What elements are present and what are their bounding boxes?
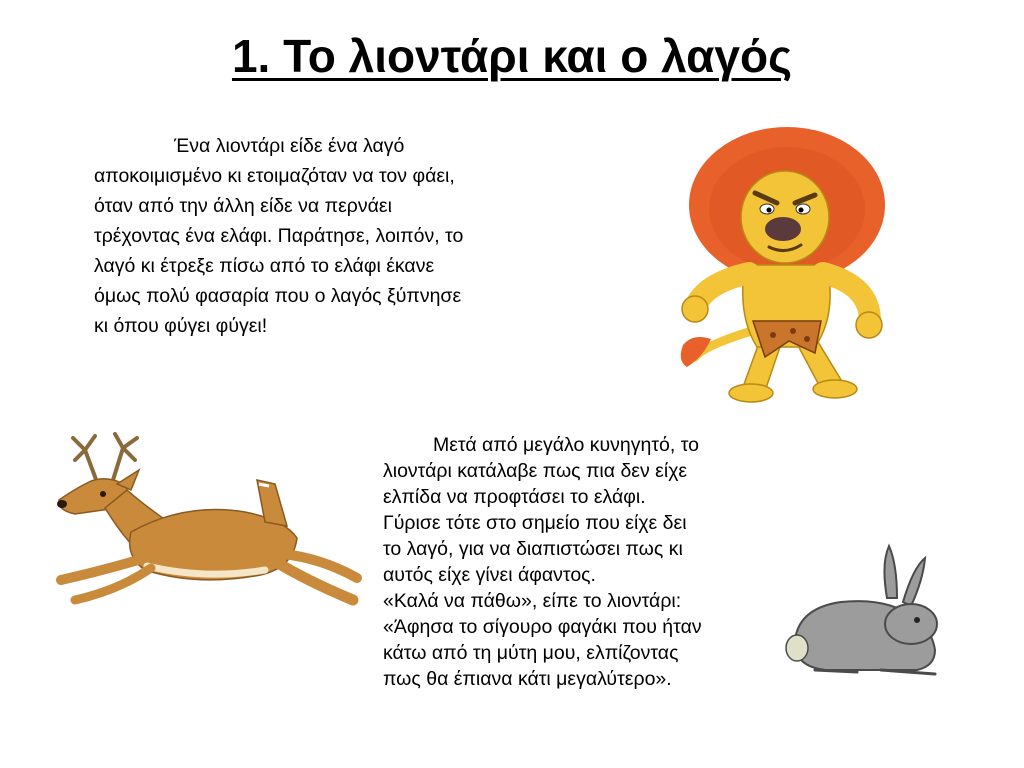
paragraph-1-line: τρέχοντας ένα ελάφι. Παράτησε, λοιπόν, το bbox=[94, 225, 464, 247]
paragraph-1-line: όταν από την άλλη είδε να περνάει bbox=[94, 195, 392, 217]
paragraph-1-line: όμως πολύ φασαρία που ο λαγός ξύπνησε bbox=[94, 285, 462, 307]
deer-icon bbox=[35, 430, 365, 630]
paragraph-2-line: πως θα έπιανα κάτι μεγαλύτερο». bbox=[383, 668, 672, 690]
paragraph-1-line: αποκοιμισμένο κι ετοιμαζόταν να τον φάει, bbox=[94, 165, 455, 187]
paragraph-1-line: λαγό κι έτρεξε πίσω από το ελάφι έκανε bbox=[94, 255, 435, 277]
paragraph-2-line: το λαγό, για να διαπιστώσει πως κι bbox=[383, 538, 683, 560]
paragraph-1-line: κι όπου φύγει φύγει! bbox=[94, 315, 268, 337]
rabbit-illustration bbox=[785, 540, 945, 685]
paragraph-2-line: αυτός είχε γίνει άφαντος. bbox=[383, 564, 596, 586]
slide-title: 1. Το λιοντάρι και ο λαγός bbox=[231, 30, 793, 82]
story-paragraph-2 bbox=[383, 432, 793, 692]
story-paragraph-1 bbox=[94, 131, 594, 341]
rabbit-icon bbox=[785, 540, 945, 685]
paragraph-2-line: «Καλά να πάθω», είπε το λιοντάρι: bbox=[383, 590, 682, 612]
lion-icon bbox=[665, 125, 890, 410]
deer-illustration bbox=[35, 430, 365, 630]
lion-illustration bbox=[665, 125, 890, 410]
paragraph-1-line: Ένα λιοντάρι είδε ένα λαγό bbox=[174, 135, 405, 157]
paragraph-2-line: «Άφησα το σίγουρο φαγάκι που ήταν bbox=[383, 616, 702, 638]
paragraph-2-line: Γύρισε τότε στο σημείο που είχε δει bbox=[383, 512, 687, 534]
paragraph-2-line: κάτω από τη μύτη μου, ελπίζοντας bbox=[383, 642, 679, 664]
paragraph-2-line: ελπίδα να προφτάσει το ελάφι. bbox=[383, 486, 646, 508]
paragraph-2-line: Μετά από μεγάλο κυνηγητό, το bbox=[433, 434, 699, 456]
paragraph-2-line: λιοντάρι κατάλαβε πως πια δεν είχε bbox=[383, 460, 688, 482]
